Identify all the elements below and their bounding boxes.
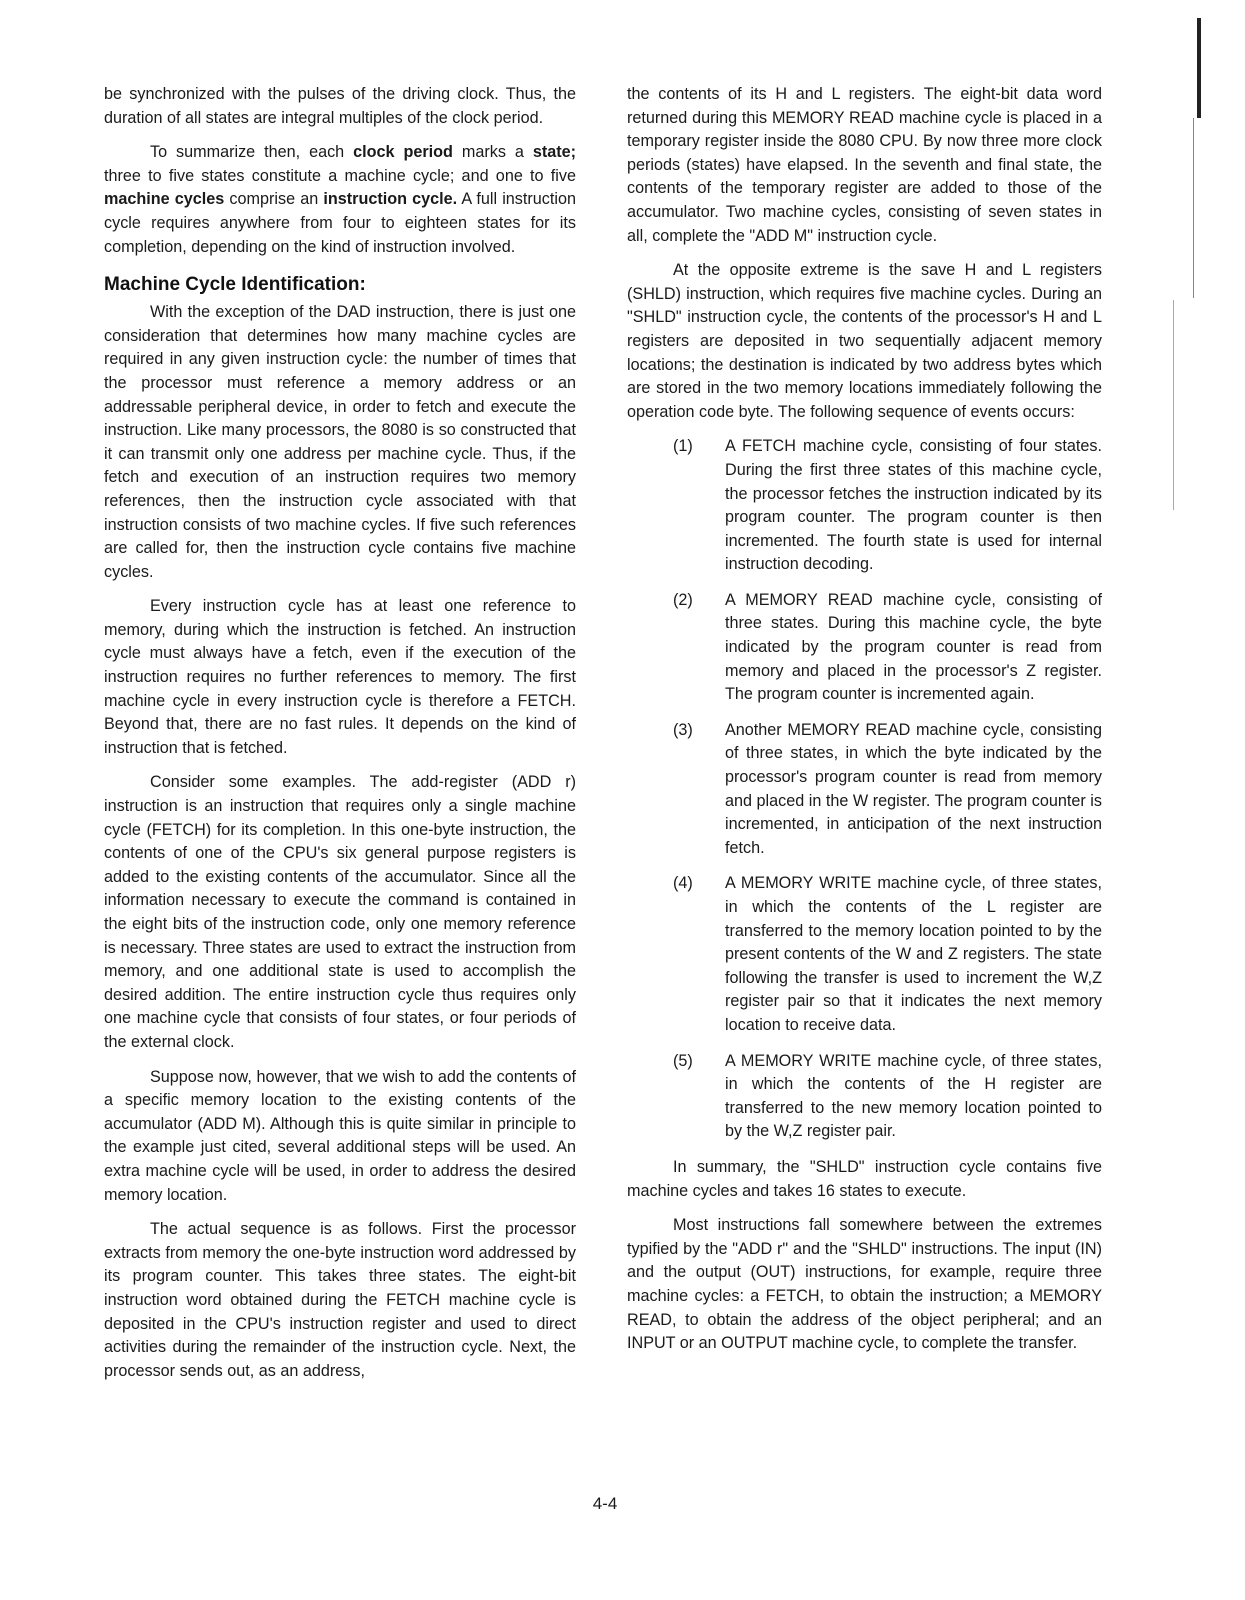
text-run: comprise an	[224, 190, 324, 209]
text-run: To summarize then, each	[150, 143, 354, 162]
paragraph-add-m-continued: the contents of its H and L registers. The eight-bit data word returned during this MEMORY READ machine cycle is placed in a temporary register inside the 8080 CPU. By now three more clock periods (states) have elapsed. In the seventh and final state, the contents of the temporary register are added to those of the accumulator. Two machine cycles, consisting of seven states in all, complete the "ADD M" instruction cycle.	[627, 85, 1102, 245]
paragraph-shld-intro: At the opposite extreme is the save H and L registers (SHLD) instruction, which requires five machine cycles. During an "SHLD" instruction cycle, the contents of the processor's H and L registers are deposited in two sequentially adjacent memory locations; the destination is indicated by two address bytes which are stored in the two memory locations immediately following the operation code byte. The following sequence of events occurs:	[627, 261, 1102, 421]
text-run: three to five states constitute a machine cycle; and one to five	[104, 166, 576, 185]
shld-step-list	[627, 435, 1102, 1144]
list-item	[627, 435, 1102, 577]
section-heading: Machine Cycle Identification:	[104, 274, 366, 296]
term-instruction-cycle: instruction cycle.	[323, 190, 458, 209]
term-clock-period: clock period	[353, 143, 453, 162]
term-state: state;	[532, 143, 577, 162]
step-number: (4)	[673, 874, 693, 893]
step-text: A MEMORY READ machine cycle, consisting of three states. During this machine cycle, the byte indicated by the program counter is read from memory and placed in the processor's Z register. The program counter is incremented again.	[725, 590, 1102, 704]
paragraph-add-m-example: Suppose now, however, that we wish to add the contents of a specific memory location to the existing contents of the accumulator (ADD M). Although this is quite similar in principle to the example just cited, several additional steps will be used. An extra machine cycle will be used, in order to address the desired memory location.	[104, 1067, 576, 1204]
step-number: (1)	[673, 437, 693, 456]
text-run: A full instruction cycle requires anywhere from four to eighteen states for its completion, depending on the kind of instruction involved.	[104, 190, 576, 256]
text-run: marks a	[452, 143, 533, 162]
paragraph-in-out: Most instructions fall somewhere between the extremes typified by the "ADD r" and the "SHLD" instructions. The input (IN) and the output (OUT) instructions, for example, require three machine cycles: a FETCH, to obtain the instruction; a MEMORY READ, to obtain the address of the object peripheral; and an INPUT or an OUTPUT machine cycle, to complete the transfer.	[627, 1216, 1102, 1353]
list-item	[627, 872, 1102, 1037]
paragraph-summary	[104, 141, 576, 259]
scan-edge-mark	[1197, 18, 1201, 118]
scan-edge-mark	[1193, 118, 1194, 298]
paragraph-shld-summary: In summary, the "SHLD" instruction cycle contains five machine cycles and takes 16 states to execute.	[627, 1157, 1102, 1200]
right-column	[627, 83, 1102, 1367]
page-number: 4-4	[592, 1494, 618, 1513]
step-text: A FETCH machine cycle, consisting of four states. During the first three states of this machine cycle, the processor fetches the instruction indicated by its program counter. The program counter is then incremented. The fourth state is used for internal instruction decoding.	[725, 437, 1102, 574]
paragraph-clock-sync: be synchronized with the pulses of the driving clock. Thus, the duration of all states are integral multiples of the clock period.	[104, 85, 576, 127]
step-number: (3)	[673, 720, 693, 739]
term-machine-cycles: machine cycles	[104, 190, 225, 209]
list-item	[627, 1050, 1102, 1144]
paragraph-actual-sequence: The actual sequence is as follows. First the processor extracts from memory the one-byte instruction word addressed by its program counter. This takes three states. The eight-bit instruction word obtained during the FETCH machine cycle is deposited in the CPU's instruction register and used to direct activities during the remainder of the instruction cycle. Next, the processor sends out, as an address,	[104, 1220, 576, 1380]
left-column	[104, 83, 576, 1394]
paragraph-add-r-example: Consider some examples. The add-register (ADD r) instruction is an instruction that requires only a single machine cycle (FETCH) for its completion. In this one-byte instruction, the contents of one of the CPU's six general purpose registers is added to the existing contents of the accumulator. Since all the information necessary to execute the command is contained in the eight bits of the instruction code, only one memory reference is necessary. Three states are used to extract the instruction from memory, and one additional state is used to accomplish the desired addition. The entire instruction cycle thus requires only one machine cycle that consists of four states, or four periods of the external clock.	[104, 773, 576, 1051]
step-text: Another MEMORY READ machine cycle, consisting of three states, in which the byte indicated by the processor's program counter is read from memory and placed in the W register. The program counter is incremented, in anticipation of the next instruction fetch.	[725, 720, 1102, 857]
list-item	[627, 589, 1102, 707]
step-number: (5)	[673, 1051, 693, 1070]
list-item	[627, 719, 1102, 861]
step-number: (2)	[673, 590, 693, 609]
paragraph-dad-exception: With the exception of the DAD instruction, there is just one consideration that determines how many machine cycles are required in any given instruction cycle: the number of times that the processor must reference a memory address or an addressable peripheral device, in order to fetch and execute the instruction. Like many processors, the 8080 is so constructed that it can transmit only one address per machine cycle. Thus, if the fetch and execution of an instruction requires two memory references, then the instruction cycle associated with that instruction consists of two machine cycles. If five such references are called for, then the instruction cycle contains five machine cycles.	[104, 303, 576, 581]
step-text: A MEMORY WRITE machine cycle, of three states, in which the contents of the L register are transferred to the memory location pointed to by the present contents of the W and Z registers. The state following the transfer is used to increment the W,Z register pair so that it indicates the next memory location to receive data.	[725, 874, 1102, 1034]
scan-edge-mark	[1173, 300, 1174, 510]
step-text: A MEMORY WRITE machine cycle, of three states, in which the contents of the H register are transferred to the new memory location pointed to by the W,Z register pair.	[725, 1051, 1102, 1141]
paragraph-fetch-reference: Every instruction cycle has at least one reference to memory, during which the instruction is fetched. An instruction cycle must always have a fetch, even if the execution of the instruction requires no further references to memory. The first machine cycle in every instruction cycle is therefore a FETCH. Beyond that, there are no fast rules. It depends on the kind of instruction that is fetched.	[104, 597, 576, 757]
